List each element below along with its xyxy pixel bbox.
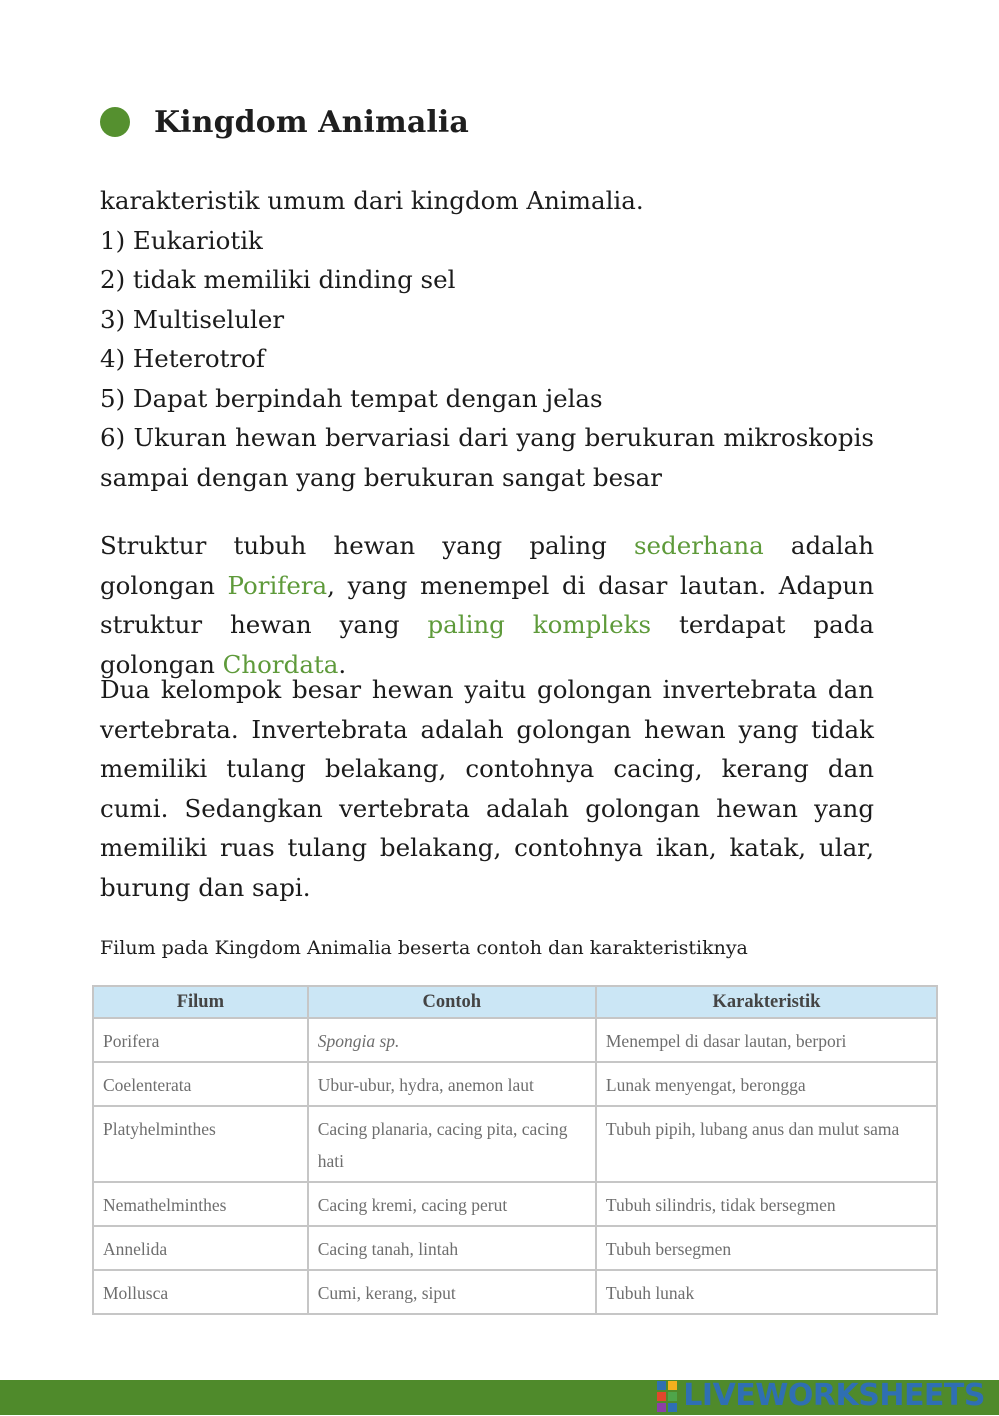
groups-paragraph: Dua kelompok besar hewan yaitu golongan invertebrata dan vertebrata. Invertebrata adalah golongan hewan yang tidak memiliki tulang belakang, contohnya cacing, kerang dan cumi. Sedangkan vertebrata adalah golongan hewan yang memiliki ruas tulang belakang, contohnya ikan, katak, ular, burung dan sapi. (100, 675, 874, 902)
highlight-term: paling kompleks (427, 610, 652, 639)
green-bullet-icon (100, 107, 130, 137)
paragraph-text: Struktur tubuh hewan yang paling (100, 531, 634, 560)
list-item: 2) tidak memiliki dinding sel (100, 265, 456, 294)
highlight-term: sederhana (633, 531, 764, 560)
table-row (93, 1270, 937, 1314)
table-cell: Ubur-ubur, hydra, anemon laut (308, 1062, 596, 1106)
table-cell: Annelida (93, 1226, 308, 1270)
list-item: 3) Multiseluler (100, 304, 285, 334)
list-item: 4) Heterotrof (100, 344, 265, 373)
section-heading (100, 100, 469, 144)
table-cell: Tubuh bersegmen (596, 1226, 937, 1270)
table-cell: Tubuh silindris, tidak bersegmen (596, 1182, 937, 1226)
table-cell: Spongia sp. (308, 1018, 596, 1062)
table-cell: Platyhelminthes (93, 1106, 308, 1182)
table-cell: Menempel di dasar lautan, berpori (596, 1018, 937, 1062)
paragraph-text: terdapat pada golongan (100, 610, 874, 679)
highlight-term: Porifera (227, 570, 328, 600)
list-item: 1) Eukariotik (100, 225, 263, 255)
characteristics-list (100, 181, 874, 497)
table-cell: Mollusca (93, 1270, 308, 1314)
liveworksheets-logo[interactable] (657, 1376, 985, 1416)
table-cell: Porifera (93, 1018, 308, 1062)
table-cell: Cumi, kerang, siput (308, 1270, 596, 1314)
phylum-table (92, 985, 938, 1315)
paragraph-text: adalah golongan (100, 531, 875, 600)
brand-name: LIVEWORKSHEETS (683, 1378, 985, 1413)
table-row (93, 1062, 937, 1106)
structure-paragraph (100, 526, 874, 684)
list-intro: karakteristik umum dari kingdom Animalia. (100, 186, 644, 215)
table-row (93, 1182, 937, 1226)
table-cell: Tubuh lunak (596, 1270, 937, 1314)
table-row (93, 1106, 937, 1182)
table-cell: Cacing kremi, cacing perut (308, 1182, 596, 1226)
page-title: Kingdom Animalia (154, 104, 469, 140)
table-cell: Coelenterata (93, 1062, 308, 1106)
column-header: Karakteristik (596, 986, 937, 1018)
table-cell: Cacing tanah, lintah (308, 1226, 596, 1270)
paragraph-text: . (338, 649, 347, 679)
column-header: Contoh (308, 986, 596, 1018)
table-cell: Tubuh pipih, lubang anus dan mulut sama (596, 1106, 937, 1182)
table-row (93, 1226, 937, 1270)
list-item: 5) Dapat berpindah tempat dengan jelas (100, 383, 603, 413)
table-cell: Lunak menyengat, berongga (596, 1062, 937, 1106)
table-cell: Cacing planaria, cacing pita, cacing hati (308, 1106, 596, 1182)
paragraph-text: , yang menempel di dasar lautan. Adapun struktur hewan yang (100, 570, 874, 639)
table-cell: Nemathelminthes (93, 1182, 308, 1226)
highlight-term: Chordata (222, 649, 339, 679)
list-item: 6) Ukuran hewan bervariasi dari yang berukuran mikroskopis sampai dengan yang berukuran sangat besar (100, 423, 874, 492)
table-caption: Filum pada Kingdom Animalia beserta contoh dan karakteristiknya (100, 937, 748, 959)
column-header: Filum (93, 986, 308, 1018)
table-header-row (93, 986, 937, 1018)
logo-tiles-icon (657, 1381, 677, 1412)
table-row (93, 1018, 937, 1062)
